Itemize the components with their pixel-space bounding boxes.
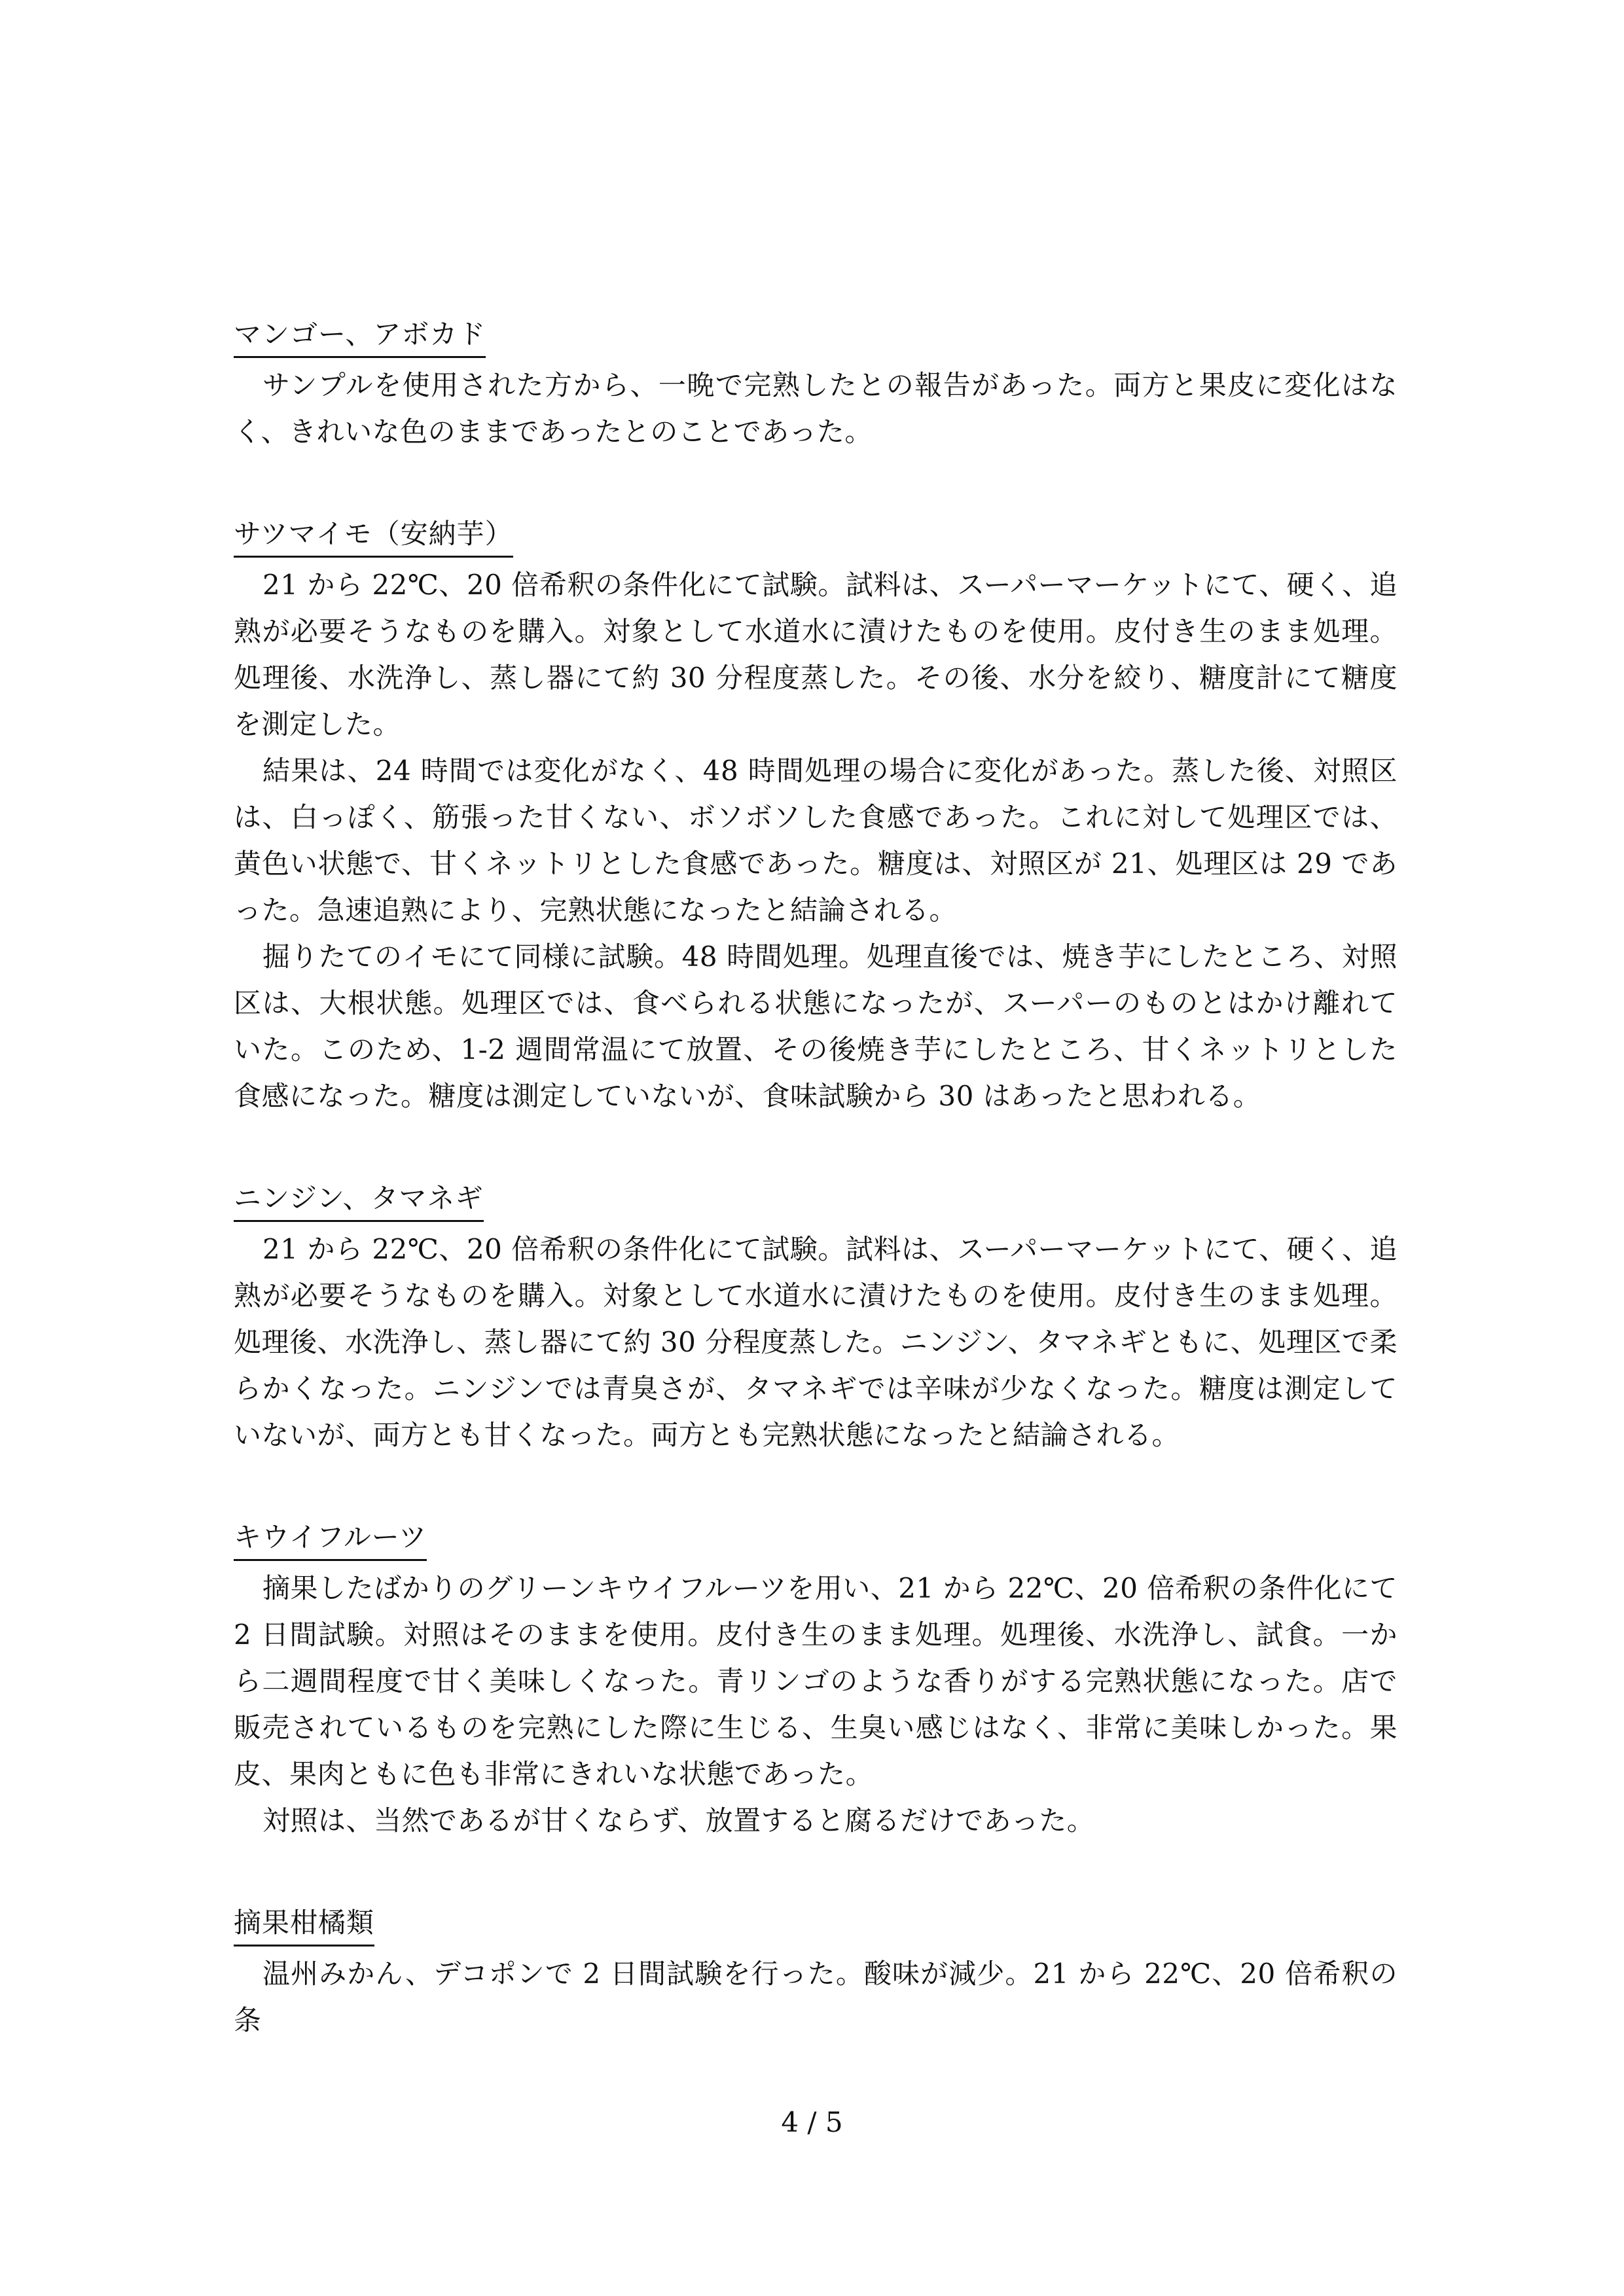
section-citrus <box>234 1903 1398 2043</box>
paragraph: サンプルを使用された方から、一晩で完熟したとの報告があった。両方と果皮に変化はなく、きれいな色のままであったとのことであった。 <box>234 369 1398 448</box>
paragraph: 21 から 22℃、20 倍希釈の条件化にて試験。試料は、スーパーマーケットにて、硬く、追熟が必要そうなものを購入。対象として水道水に漬けたものを使用。皮付き生のまま処理。処理後、水洗浄し、蒸し器にて約 30 分程度蒸した。その後、水分を絞り、糖度計にて糖度を測定した。 <box>234 569 1398 740</box>
section-kiwifruit <box>234 1517 1398 1844</box>
section-heading: サツマイモ（安納芋） <box>234 514 513 558</box>
paragraph: 温州みかん、デコポンで 2 日間試験を行った。酸味が減少。21 から 22℃、20 倍希釈の条 <box>234 1958 1398 2036</box>
section-sweet-potato <box>234 514 1398 1119</box>
paragraph: 摘果したばかりのグリーンキウイフルーツを用い、21 から 22℃、20 倍希釈の条件化にて 2 日間試験。対照はそのままを使用。皮付き生のまま処理。処理後、水洗浄し、試食。一から二週間程度で甘く美味しくなった。青リンゴのような香りがする完熟状態になった。店で販売されているものを完熟にした際に生じる、生臭い感じはなく、非常に美味しかった。果皮、果肉ともに色も非常にきれいな状態であった。 <box>234 1572 1398 1790</box>
paragraph: 21 から 22℃、20 倍希釈の条件化にて試験。試料は、スーパーマーケットにて、硬く、追熟が必要そうなものを購入。対象として水道水に漬けたものを使用。皮付き生のまま処理。処理後、水洗浄し、蒸し器にて約 30 分程度蒸した。ニンジン、タマネギともに、処理区で柔らかくなった。ニンジンでは青臭さが、タマネギでは辛味が少なくなった。糖度は測定していないが、両方とも甘くなった。両方とも完熟状態になったと結論される。 <box>234 1233 1398 1451</box>
page-number: 4 / 5 <box>781 2106 843 2138</box>
section-carrot-onion <box>234 1178 1398 1458</box>
document-body <box>234 314 1398 2102</box>
paragraph: 掘りたてのイモにて同様に試験。48 時間処理。処理直後では、焼き芋にしたところ、対照区は、大根状態。処理区では、食べられる状態になったが、スーパーのものとはかけ離れていた。このため、1-2 週間常温にて放置、その後焼き芋にしたところ、甘くネットリとした食感になった。糖度は測定していないが、食味試験から 30 はあったと思われる。 <box>234 941 1398 1112</box>
paragraph: 結果は、24 時間では変化がなく、48 時間処理の場合に変化があった。蒸した後、対照区は、白っぽく、筋張った甘くない、ボソボソした食感であった。これに対して処理区では、黄色い状態で、甘くネットリとした食感であった。糖度は、対照区が 21、処理区は 29 であった。急速追熟により、完熟状態になったと結論される。 <box>234 755 1398 926</box>
section-heading: マンゴー、アボカド <box>234 314 486 358</box>
paragraph: 対照は、当然であるが甘くならず、放置すると腐るだけであった。 <box>262 1804 1095 1837</box>
section-heading: キウイフルーツ <box>234 1517 427 1561</box>
section-heading: 摘果柑橘類 <box>234 1903 374 1946</box>
section-mango-avocado <box>234 314 1398 455</box>
section-heading: ニンジン、タマネギ <box>234 1178 484 1222</box>
